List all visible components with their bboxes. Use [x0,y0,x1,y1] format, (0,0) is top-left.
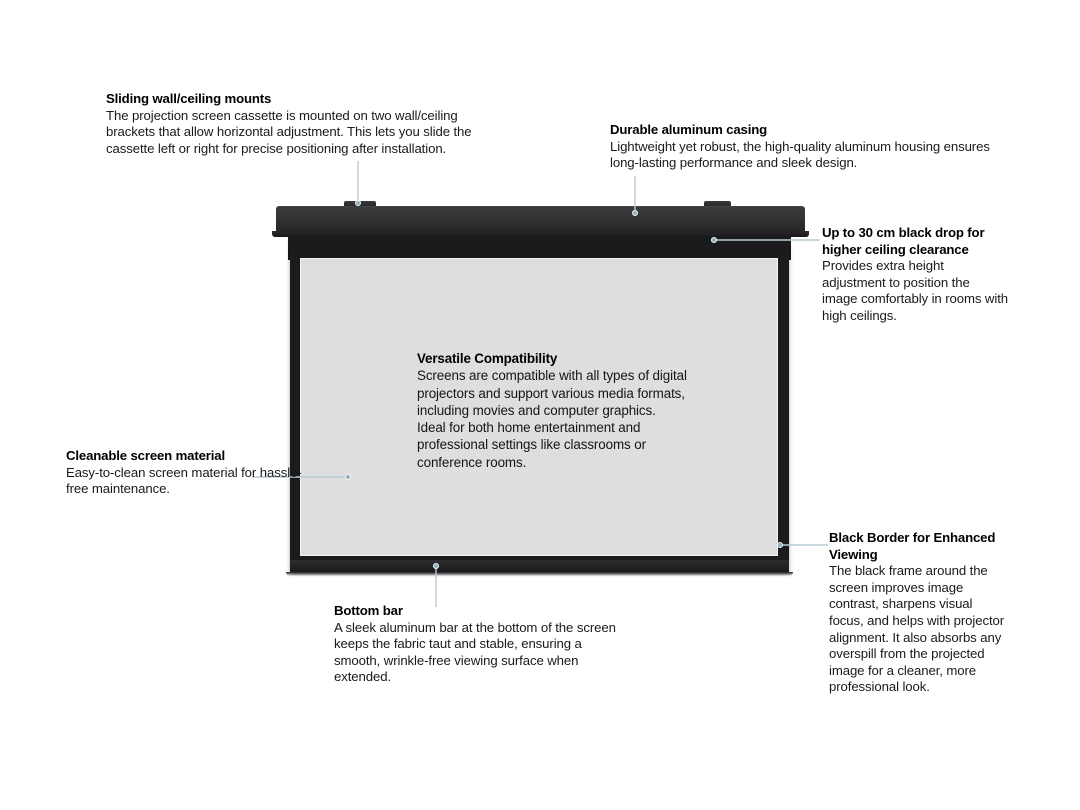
callout-title-aluminum-casing: Durable aluminum casing [610,122,768,137]
callout-cleanable-material [66,448,316,498]
center-label-body: Screens are compatible with all types of digital projectors and support various media formats, including movies and computer graphics. Ideal for both home entertainment and professional settings like classrooms or conference rooms. [417,368,687,470]
aluminum-casing-cassette [276,206,805,233]
callout-sliding-mounts [106,91,506,157]
callout-body-cleanable-material: Easy-to-clean screen material for hassle-free maintenance. [66,464,302,497]
bottom-aluminum-bar [290,560,789,572]
callout-title-cleanable-material: Cleanable screen material [66,448,225,463]
callout-body-black-border: The black frame around the screen improves image contrast, sharpens visual focus, and helps with projector alignment. It also absorbs any overspill from the projected image for a cleaner, more professional look. [829,563,1005,695]
center-screen-label [417,350,687,471]
callout-title-sliding-mounts: Sliding wall/ceiling mounts [106,91,272,106]
callout-title-black-border: Black Border for Enhanced Viewing [829,530,996,562]
center-label-title: Versatile Compatibility [417,351,558,366]
callout-title-bottom-bar: Bottom bar [334,603,403,618]
callout-black-border [829,530,1009,696]
bottom-bar-shadow [286,572,793,576]
callout-bottom-bar [334,603,616,686]
callout-body-aluminum-casing: Lightweight yet robust, the high-quality aluminum housing ensures long-lasting performance and sleek design. [610,138,990,171]
callout-title-black-drop: Up to 30 cm black drop for higher ceiling clearance [822,225,985,257]
callout-black-drop [822,225,1008,325]
callout-body-black-drop: Provides extra height adjustment to position the image comfortably in rooms with high ceilings. [822,258,1008,323]
callout-body-sliding-mounts: The projection screen cassette is mounted on two wall/ceiling brackets that allow horizontal adjustment. This lets you slide the cassette left or right for precise positioning after installation. [106,107,472,156]
callout-aluminum-casing [610,122,990,172]
callout-body-bottom-bar: A sleek aluminum bar at the bottom of the screen keeps the fabric taut and stable, ensuring a smooth, wrinkle-free viewing surface when extended. [334,619,616,685]
